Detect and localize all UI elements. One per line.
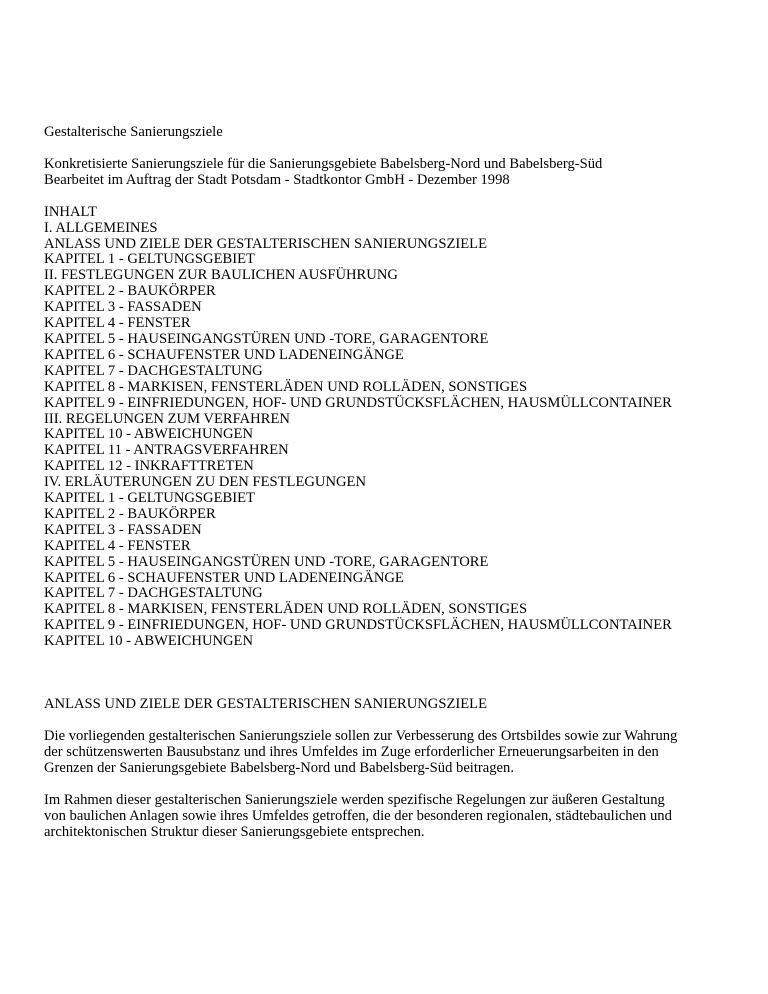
toc-item: KAPITEL 2 - BAUKÖRPER: [44, 283, 216, 300]
toc-item: KAPITEL 8 - MARKISEN, FENSTERLÄDEN UND ROLLÄDEN, SONSTIGES: [44, 378, 528, 395]
paragraph-line: Im Rahmen dieser gestalterischen Sanierungsziele werden spezifische Regelungen zur äußeren Gestaltung: [44, 791, 665, 808]
toc-item: KAPITEL 5 - HAUSEINGANGSTÜREN UND -TORE, GARAGENTORE: [44, 330, 489, 347]
table-of-contents: [44, 205, 744, 650]
toc-item: KAPITEL 4 - FENSTER: [44, 315, 191, 332]
paragraph-line: von baulichen Anlagen sowie ihres Umfeldes getroffen, die der besonderen regionalen, städtebaulichen und: [44, 807, 672, 824]
toc-item: KAPITEL 12 - INKRAFTTRETEN: [44, 458, 254, 475]
document-page: [44, 125, 744, 840]
toc-item: KAPITEL 2 - BAUKÖRPER: [44, 505, 216, 522]
toc-item: KAPITEL 9 - EINFRIEDUNGEN, HOF- UND GRUNDSTÜCKSFLÄCHEN, HAUSMÜLLCONTAINER: [44, 394, 672, 411]
paragraph-line: Grenzen der Sanierungsgebiete Babelsberg-Nord und Babelsberg-Süd beitragen.: [44, 759, 514, 776]
section-paragraph: [44, 793, 744, 841]
toc-item: KAPITEL 5 - HAUSEINGANGSTÜREN UND -TORE, GARAGENTORE: [44, 553, 489, 570]
toc-item: II. FESTLEGUNGEN ZUR BAULICHEN AUSFÜHRUNG: [44, 267, 398, 284]
paragraph-line: architektonischen Struktur dieser Sanierungsgebiete entsprechen.: [44, 823, 425, 840]
toc-item: KAPITEL 7 - DACHGESTALTUNG: [44, 585, 263, 602]
subtitle-line: Bearbeitet im Auftrag der Stadt Potsdam - Stadtkontor GmbH - Dezember 1998: [44, 171, 510, 188]
toc-item: III. REGELUNGEN ZUM VERFAHREN: [44, 410, 290, 427]
section-heading: ANLASS UND ZIELE DER GESTALTERISCHEN SANIERUNGSZIELE: [44, 696, 487, 713]
subtitle-line: Konkretisierte Sanierungsziele für die Sanierungsgebiete Babelsberg-Nord und Babelsberg-Süd: [44, 155, 603, 172]
toc-item: KAPITEL 6 - SCHAUFENSTER UND LADENEINGÄNGE: [44, 346, 404, 363]
toc-item: KAPITEL 10 - ABWEICHUNGEN: [44, 426, 254, 443]
toc-item: KAPITEL 3 - FASSADEN: [44, 299, 202, 316]
toc-item: KAPITEL 1 - GELTUNGSGEBIET: [44, 490, 255, 507]
section-paragraph: [44, 729, 744, 777]
toc-item: I. ALLGEMEINES: [44, 219, 158, 236]
toc-item: IV. ERLÄUTERUNGEN ZU DEN FESTLEGUNGEN: [44, 474, 366, 491]
toc-item: KAPITEL 10 - ABWEICHUNGEN: [44, 633, 254, 650]
toc-item: KAPITEL 9 - EINFRIEDUNGEN, HOF- UND GRUNDSTÜCKSFLÄCHEN, HAUSMÜLLCONTAINER: [44, 617, 672, 634]
paragraph-line: der schützenswerten Bausubstanz und ihres Umfeldes im Zuge erforderlicher Erneuerungsarbeiten in den: [44, 743, 659, 760]
toc-item: KAPITEL 1 - GELTUNGSGEBIET: [44, 251, 255, 268]
toc-item: KAPITEL 7 - DACHGESTALTUNG: [44, 362, 263, 379]
toc-item: KAPITEL 4 - FENSTER: [44, 537, 191, 554]
document-title: Gestalterische Sanierungsziele: [44, 124, 223, 140]
toc-item: KAPITEL 8 - MARKISEN, FENSTERLÄDEN UND ROLLÄDEN, SONSTIGES: [44, 601, 528, 618]
toc-item: KAPITEL 11 - ANTRAGSVERFAHREN: [44, 442, 289, 459]
section-anlass: [44, 697, 744, 840]
toc-item: KAPITEL 6 - SCHAUFENSTER UND LADENEINGÄNGE: [44, 569, 404, 586]
toc-item: ANLASS UND ZIELE DER GESTALTERISCHEN SANIERUNGSZIELE: [44, 235, 487, 252]
paragraph-line: Die vorliegenden gestalterischen Sanierungsziele sollen zur Verbesserung des Ortsbildes sowie zur Wahrung: [44, 728, 678, 744]
document-subtitle: [44, 157, 744, 189]
toc-item: KAPITEL 3 - FASSADEN: [44, 521, 202, 538]
toc-heading: INHALT: [44, 203, 97, 220]
